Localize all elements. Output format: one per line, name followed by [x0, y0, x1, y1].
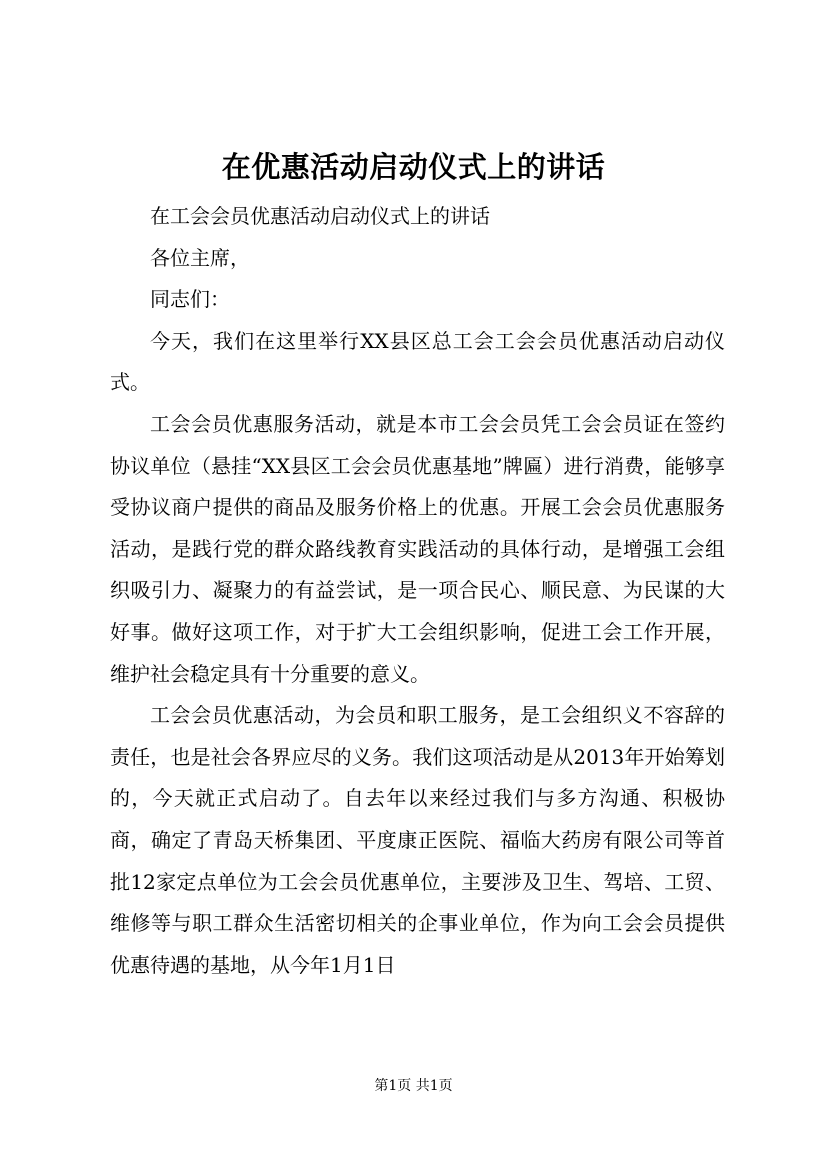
subtitle-paragraph: 在工会会员优惠活动启动仪式上的讲话 [150, 204, 490, 228]
body-paragraph: 今天，我们在这里举行XX县区总工会工会会员优惠活动启动仪式。 [110, 328, 725, 395]
document-title: 在优惠活动启动仪式上的讲话 [221, 150, 606, 184]
document-body [110, 196, 725, 986]
body-paragraph: 工会会员优惠服务活动，就是本市工会会员凭工会会员证在签约协议单位（悬挂“XX县区工会会员优惠基地”牌匾）进行消费，能够享受协议商户提供的商品及服务价格上的优惠。开展工会会员优惠服务活动，是践行党的群众路线教育实践活动的具体行动，是增强工会组织吸引力、凝聚力的有益尝试，是一项合民心、顺民意、为民谋的大好事。做好这项工作，对于扩大工会组织影响，促进工会工作开展，维护社会稳定具有十分重要的意义。 [110, 411, 725, 686]
page-number-footer: 第1页 共1页 [374, 1078, 453, 1094]
salutation-chairs: 各位主席， [150, 245, 250, 270]
body-paragraph: 工会会员优惠活动，为会员和职工服务，是工会组织义不容辞的责任，也是社会各界应尽的义务。我们这项活动是从2013年开始筹划的，今天就正式启动了。自去年以来经过我们与多方沟通、积极协商，确定了青岛天桥集团、平度康正医院、福临大药房有限公司等首批12家定点单位为工会会员优惠单位，主要涉及卫生、驾培、工贸、维修等与职工群众生活密切相关的企事业单位，作为向工会会员提供优惠待遇的基地，从今年1月1日 [110, 703, 725, 977]
salutation-comrades: 同志们： [150, 287, 230, 312]
